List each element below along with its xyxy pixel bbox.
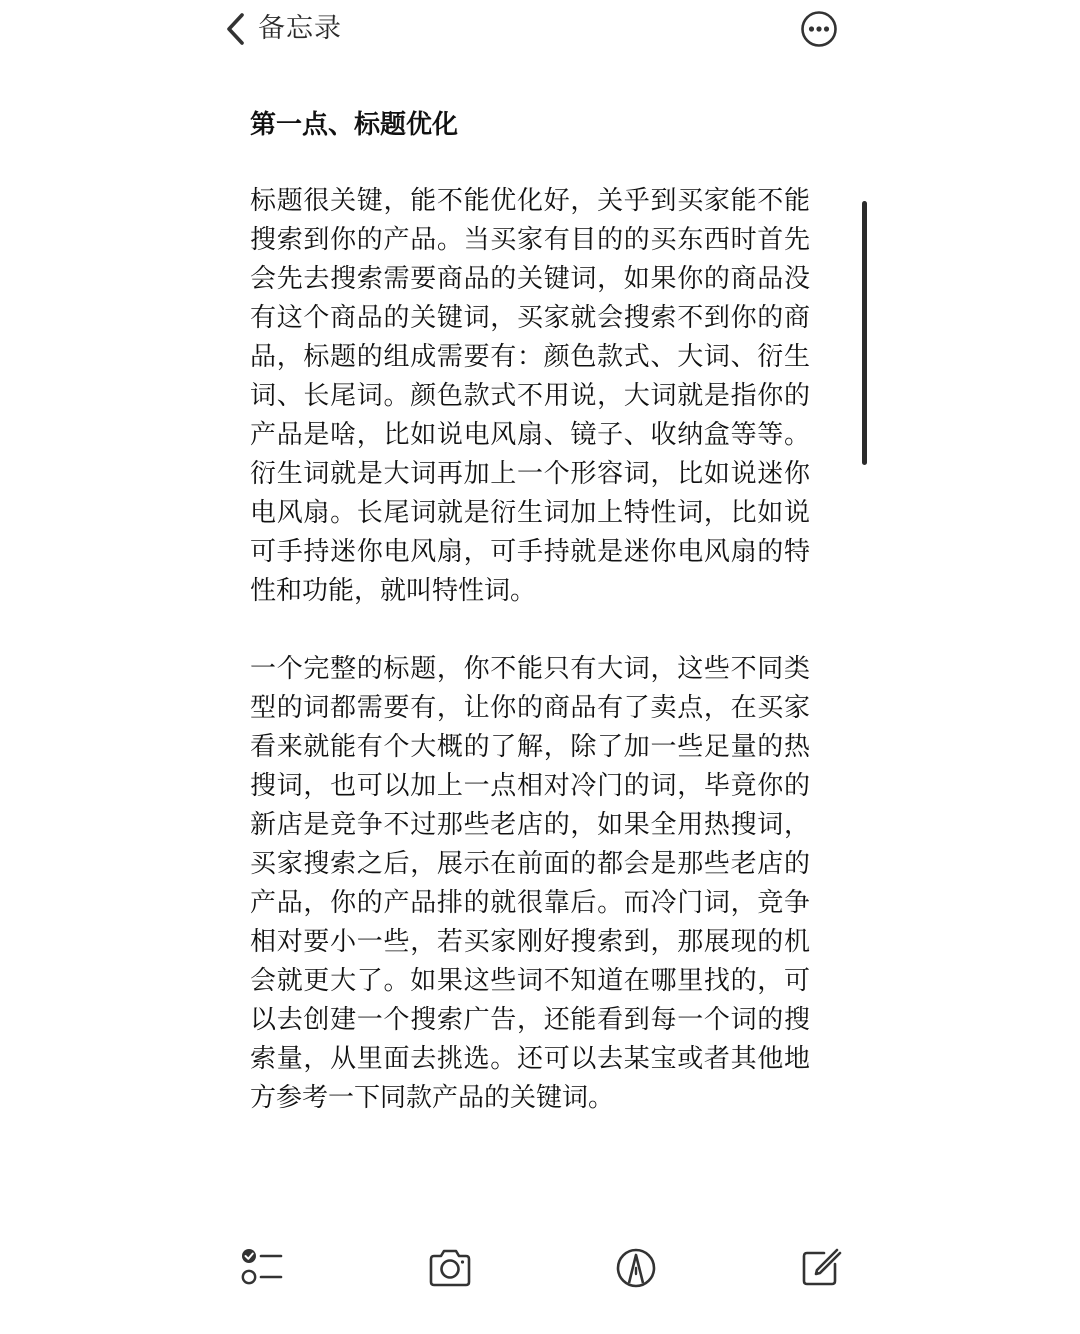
note-paragraph: 标题很关键，能不能优化好，关乎到买家能不能搜索到你的产品。当买家有目的的买东西时首先会先去搜索需要商品的关键词，如果你的商品没有这个商品的关键词，买家就会搜索不到你的商品，标题的组成需要有：颜色款式、大词、衍生词、长尾词。颜色款式不用说，大词就是指你的产品是啥，比如说电风扇、镜子、收纳盒等等。衍生词就是大词再加上一个形容词，比如说迷你电风扇。长尾词就是衍生词加上特性词，比如说可手持迷你电风扇，可手持就是迷你电风扇的特性和功能，就叫特性词。	[250, 186, 810, 606]
camera-button[interactable]	[428, 1246, 472, 1290]
chevron-left-icon	[222, 9, 248, 49]
bottom-toolbar	[0, 1240, 1080, 1300]
new-note-icon	[798, 1246, 842, 1290]
checklist-button[interactable]	[240, 1246, 284, 1290]
camera-icon	[428, 1246, 472, 1290]
back-label: 备忘录	[258, 13, 342, 44]
top-bar	[0, 0, 1080, 60]
more-options-icon	[799, 9, 839, 49]
back-button[interactable]	[222, 8, 342, 50]
scrollbar[interactable]	[862, 201, 867, 465]
new-note-button[interactable]	[798, 1246, 842, 1290]
checklist-icon	[240, 1246, 284, 1290]
note-paragraph: 一个完整的标题，你不能只有大词，这些不同类型的词都需要有，让你的商品有了卖点，在买家看来就能有个大概的了解，除了加一些足量的热搜词，也可以加上一点相对冷门的词，毕竟你的新店是竞争不过那些老店的，如果全用热搜词，买家搜索之后，展示在前面的都会是那些老店的产品，你的产品排的就很靠后。而冷门词，竞争相对要小一些，若买家刚好搜索到，那展现的机会就更大了。如果这些词不知道在哪里找的，可以去创建一个搜索广告，还能看到每一个词的搜索量，从里面去挑选。还可以去某宝或者其他地方参考一下同款产品的关键词。	[250, 654, 810, 1113]
note-heading: 第一点、标题优化	[250, 110, 459, 140]
note-content[interactable]	[250, 100, 810, 1118]
draw-button[interactable]	[614, 1246, 658, 1290]
draw-icon	[614, 1246, 658, 1290]
more-options-button[interactable]	[799, 9, 839, 49]
